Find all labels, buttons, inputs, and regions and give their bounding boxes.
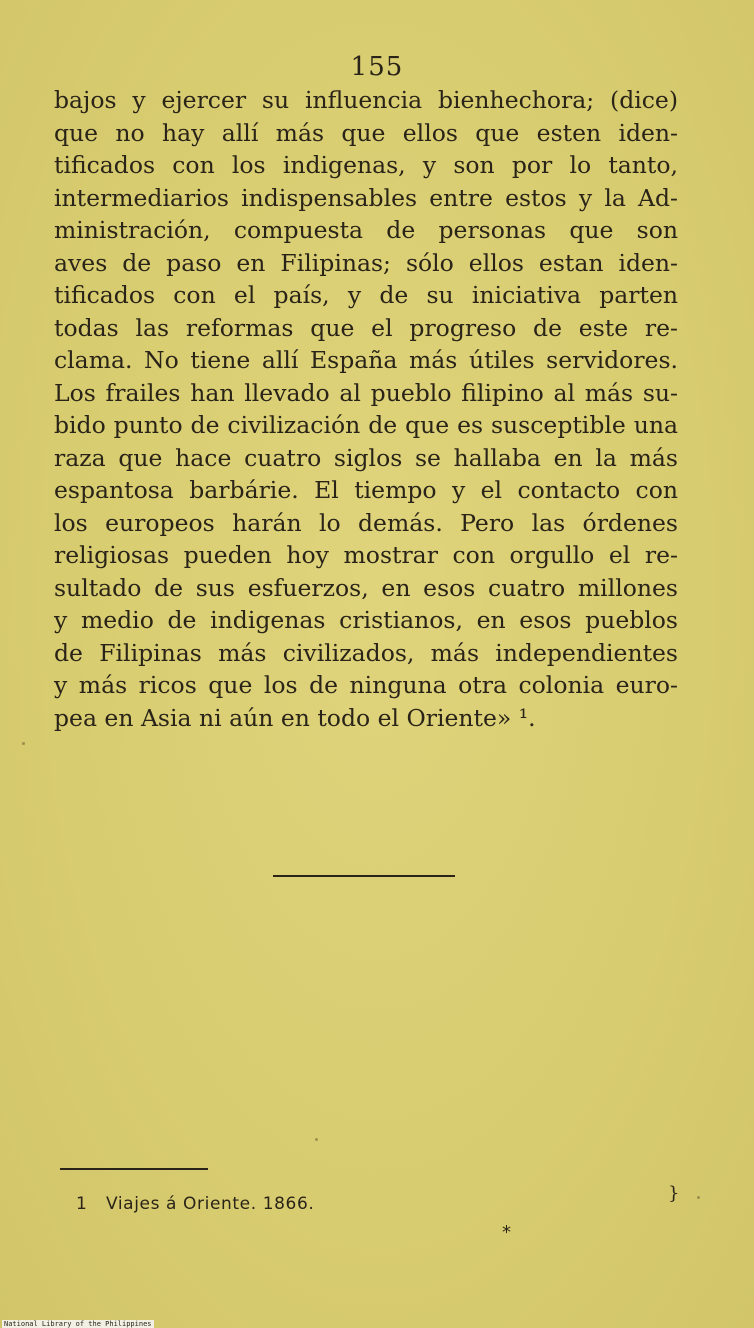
paper-fleck: [697, 1196, 700, 1199]
text-line: ministración, compuesta de personas que son: [54, 216, 678, 244]
text-line: tificados con el país, y de su iniciativa parten: [54, 281, 678, 309]
body-text: [54, 84, 678, 734]
text-line: clama. No tiene allí España más útiles servidores.: [54, 346, 678, 374]
text-line: de Filipinas más civilizados, más independientes: [54, 638, 678, 667]
star-mark: *: [502, 1222, 511, 1243]
text-line: y medio de indigenas cristianos, en esos pueblos: [54, 606, 678, 634]
text-line-last: pea en Asia ni aún en todo el Oriente» ¹.: [54, 703, 536, 732]
library-credit: National Library of the Philippines: [4, 1320, 152, 1328]
text-line: religiosas pueden hoy mostrar con orgullo el re-: [54, 541, 678, 569]
text-line: aves de paso en Filipinas; sólo ellos estan iden-: [54, 248, 678, 277]
text-line: espantosa barbárie. El tiempo y el contacto con: [54, 476, 678, 504]
text-line: intermediarios indispensables entre estos y la Ad-: [54, 183, 678, 212]
paper-fleck: [315, 1138, 318, 1141]
text-line: tificados con los indigenas, y son por lo tanto,: [54, 151, 678, 179]
page-number: 155: [350, 52, 404, 82]
text-line: raza que hace cuatro siglos se hallaba en la más: [54, 443, 678, 472]
paper-fleck: [22, 742, 25, 745]
text-line: bajos y ejercer su influencia bienhechora; (dice): [54, 86, 678, 114]
footnote: [76, 1194, 314, 1214]
footnote-rule: [60, 1168, 208, 1170]
text-line: todas las reformas que el progreso de este re-: [54, 313, 678, 342]
text-line: y más ricos que los de ninguna otra colonia euro-: [54, 671, 678, 699]
text-line: bido punto de civilización de que es susceptible una: [54, 411, 678, 439]
footnote-number: 1: [76, 1194, 88, 1214]
text-line: sultado de sus esfuerzos, en esos cuatro millones: [54, 573, 678, 602]
text-line: los europeos harán lo demás. Pero las órdenes: [54, 508, 678, 537]
section-separator-rule: [273, 875, 455, 877]
text-line: que no hay allí más que ellos que esten iden-: [54, 118, 678, 147]
margin-mark: }: [668, 1183, 680, 1204]
text-line: Los frailes han llevado al pueblo filipino al más su-: [54, 378, 678, 407]
footnote-text: Viajes á Oriente. 1866.: [106, 1194, 315, 1214]
